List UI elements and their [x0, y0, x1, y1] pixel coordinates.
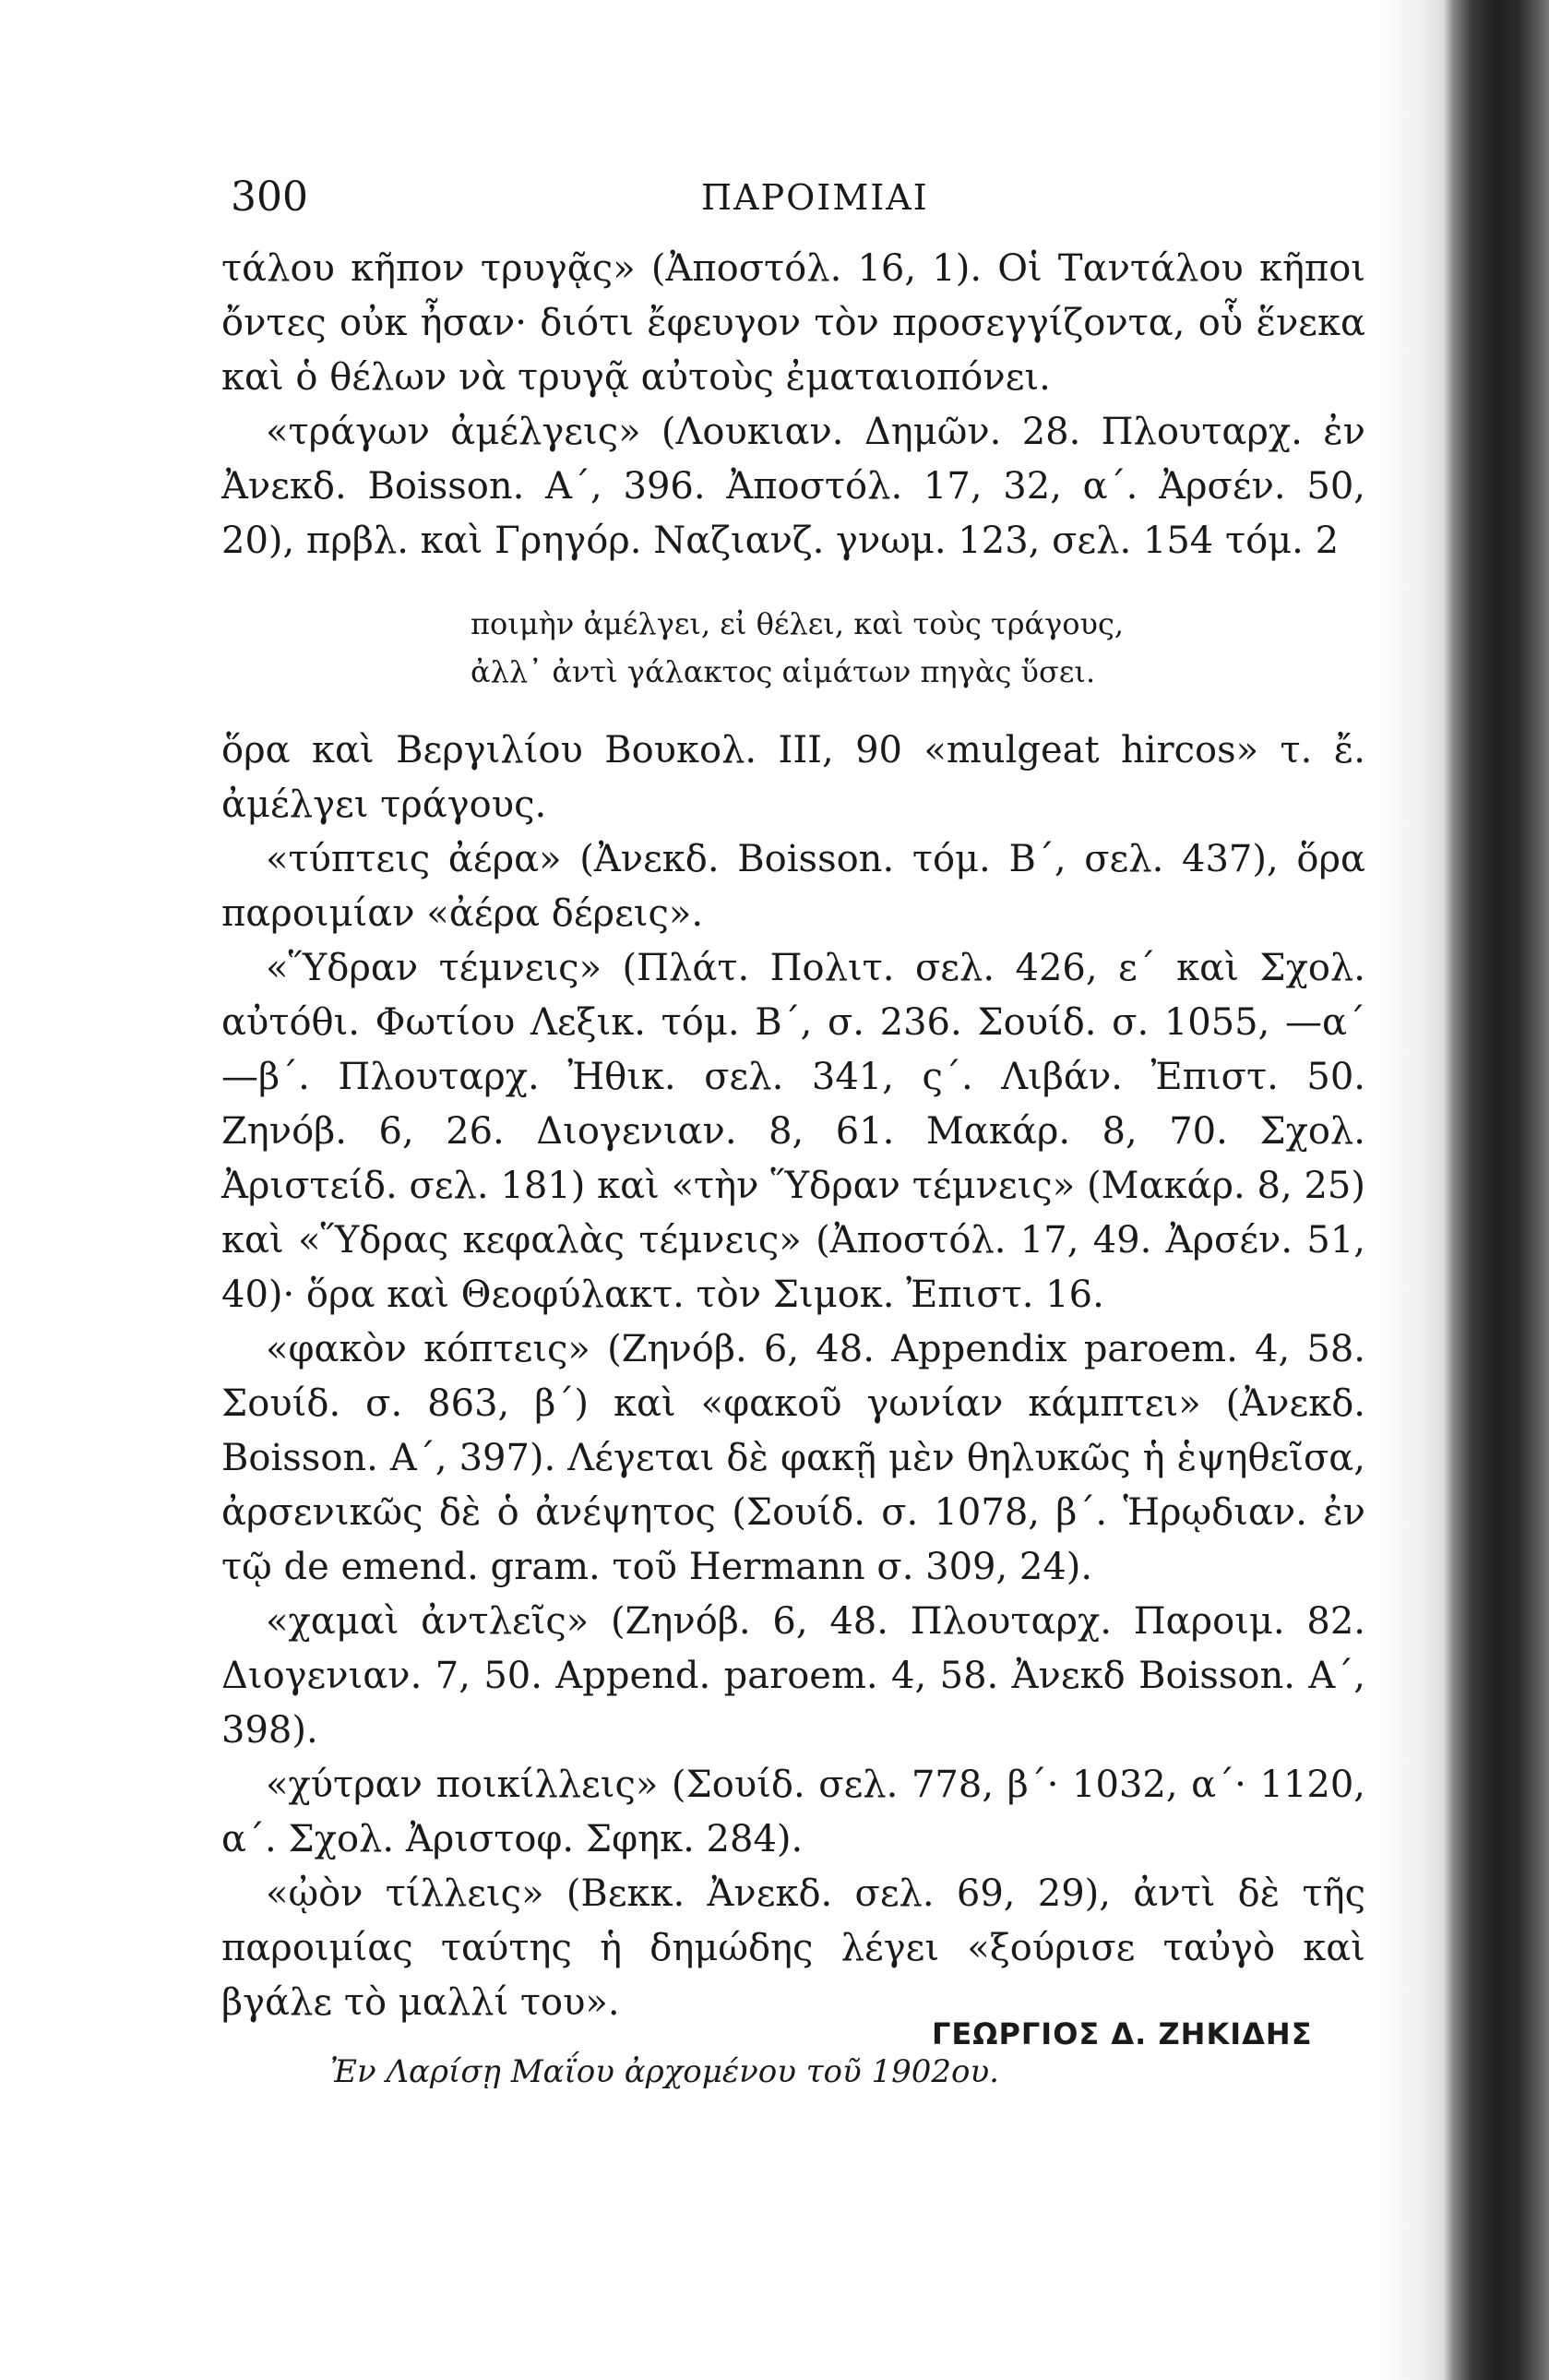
running-head: ΠΑΡΟΙΜΙΑΙ: [701, 177, 929, 218]
paragraph: «ᾠὸν τίλλεις» (Βεκκ. Ἀνεκδ. σελ. 69, 29), ἀντὶ δὲ τῆς παροιμίας ταύτης ἡ δημώδης λέγει «ξούρισε ταὐγὸ καὶ βγάλε τὸ μαλλί του».: [221, 1872, 1365, 2024]
paragraph: «φακὸν κόπτεις» (Ζηνόβ. 6, 48. Appendix paroem. 4, 58. Σουίδ. σ. 863, β΄) καὶ «φακοῦ γωνίαν κάμπτει» (Ἀνεκδ. Boisson. Α΄, 397). Λέγεται δὲ φακῇ μὲν θηλυκῶς ἡ ἑψηθεῖσα, ἀρσενικῶς δὲ ὁ ἀνέψητος (Σουίδ. σ. 1078, β΄. Ἡρῳδιαν. ἐν τῷ de emend. gram. τοῦ Hermann σ. 309, 24).: [221, 1328, 1365, 1588]
page-number: 300: [231, 173, 308, 221]
author-signature: ΓΕΩΡΓΙΟΣ Δ. ΖΗΚΙΔΗΣ: [932, 2016, 1313, 2051]
binding-shadow: [1375, 0, 1448, 2380]
verse-line: ἀλλ᾽ ἀντὶ γάλακτος αἱμάτων πηγὰς ὕσει.: [471, 654, 1096, 689]
paragraph: τάλου κῆπον τρυγᾷς» (Ἀποστόλ. 16, 1). Οἱ Ταντάλου κῆποι ὄντες οὐκ ἦσαν· διότι ἔφευγον τὸν προσεγγίζοντα, οὗ ἕνεκα καὶ ὁ θέλων νὰ τρυγᾷ αὐτοὺς ἐματαιοπόνει.: [221, 247, 1365, 399]
paragraph: «τύπτεις ἀέρα» (Ἀνεκδ. Boisson. τόμ. Β΄, σελ. 437), ὅρα παροιμίαν «ἀέρα δέρεις».: [221, 838, 1365, 935]
paragraph: «τράγων ἀμέλγεις» (Λουκιαν. Δημῶν. 28. Πλουταρχ. ἐν Ἀνεκδ. Boisson. Α΄, 396. Ἀποστόλ. 17, 32, α΄. Ἀρσέν. 50, 20), πρβλ. καὶ Γρηγόρ. Ναζιανζ. γνωμ. 123, σελ. 154 τόμ. 2: [221, 411, 1365, 562]
verse-quote: [471, 600, 1365, 696]
dateline: Ἐν Λαρίσῃ Μαΐου ἀρχομένου τοῦ 1902ου.: [330, 2053, 999, 2090]
paragraph: «χαμαὶ ἀντλεῖς» (Ζηνόβ. 6, 48. Πλουταρχ. Παροιμ. 82. Διογενιαν. 7, 50. Append. paroem. 4, 58. Ἀνεκδ Boisson. Α΄, 398).: [221, 1600, 1365, 1752]
paragraph: «χύτραν ποικίλλεις» (Σουίδ. σελ. 778, β΄· 1032, α΄· 1120, α΄. Σχολ. Ἀριστοφ. Σφηκ. 284).: [221, 1764, 1365, 1860]
main-text: [221, 242, 1365, 2099]
verse-line: ποιμὴν ἀμέλγει, εἰ θέλει, καὶ τοὺς τράγους,: [471, 606, 1125, 641]
paragraph: «Ὕδραν τέμνεις» (Πλάτ. Πολιτ. σελ. 426, ε΄ καὶ Σχολ. αὐτόθι. Φωτίου Λεξικ. τόμ. Β΄, σ. 236. Σουίδ. σ. 1055, —α΄—β΄. Πλουταρχ. Ἠθικ. σελ. 341, ς΄. Λιβάν. Ἐπιστ. 50. Ζηνόβ. 6, 26. Διογενιαν. 8, 61. Μακάρ. 8, 70. Σχολ. Ἀριστείδ. σελ. 181) καὶ «τὴν Ὕδραν τέμνεις» (Μακάρ. 8, 25) καὶ «Ὕδρας κεφαλὰς τέμνεις» (Ἀποστόλ. 17, 49. Ἀρσέν. 51, 40)· ὅρα καὶ Θεοφύλακτ. τὸν Σιμοκ. Ἐπιστ. 16.: [221, 947, 1365, 1316]
paragraph: ὅρα καὶ Βεργιλίου Βουκολ. III, 90 «mulgeat hircos» τ. ἔ. ἀμέλγει τράγους.: [221, 729, 1365, 826]
book-spine: [1444, 0, 1549, 2380]
